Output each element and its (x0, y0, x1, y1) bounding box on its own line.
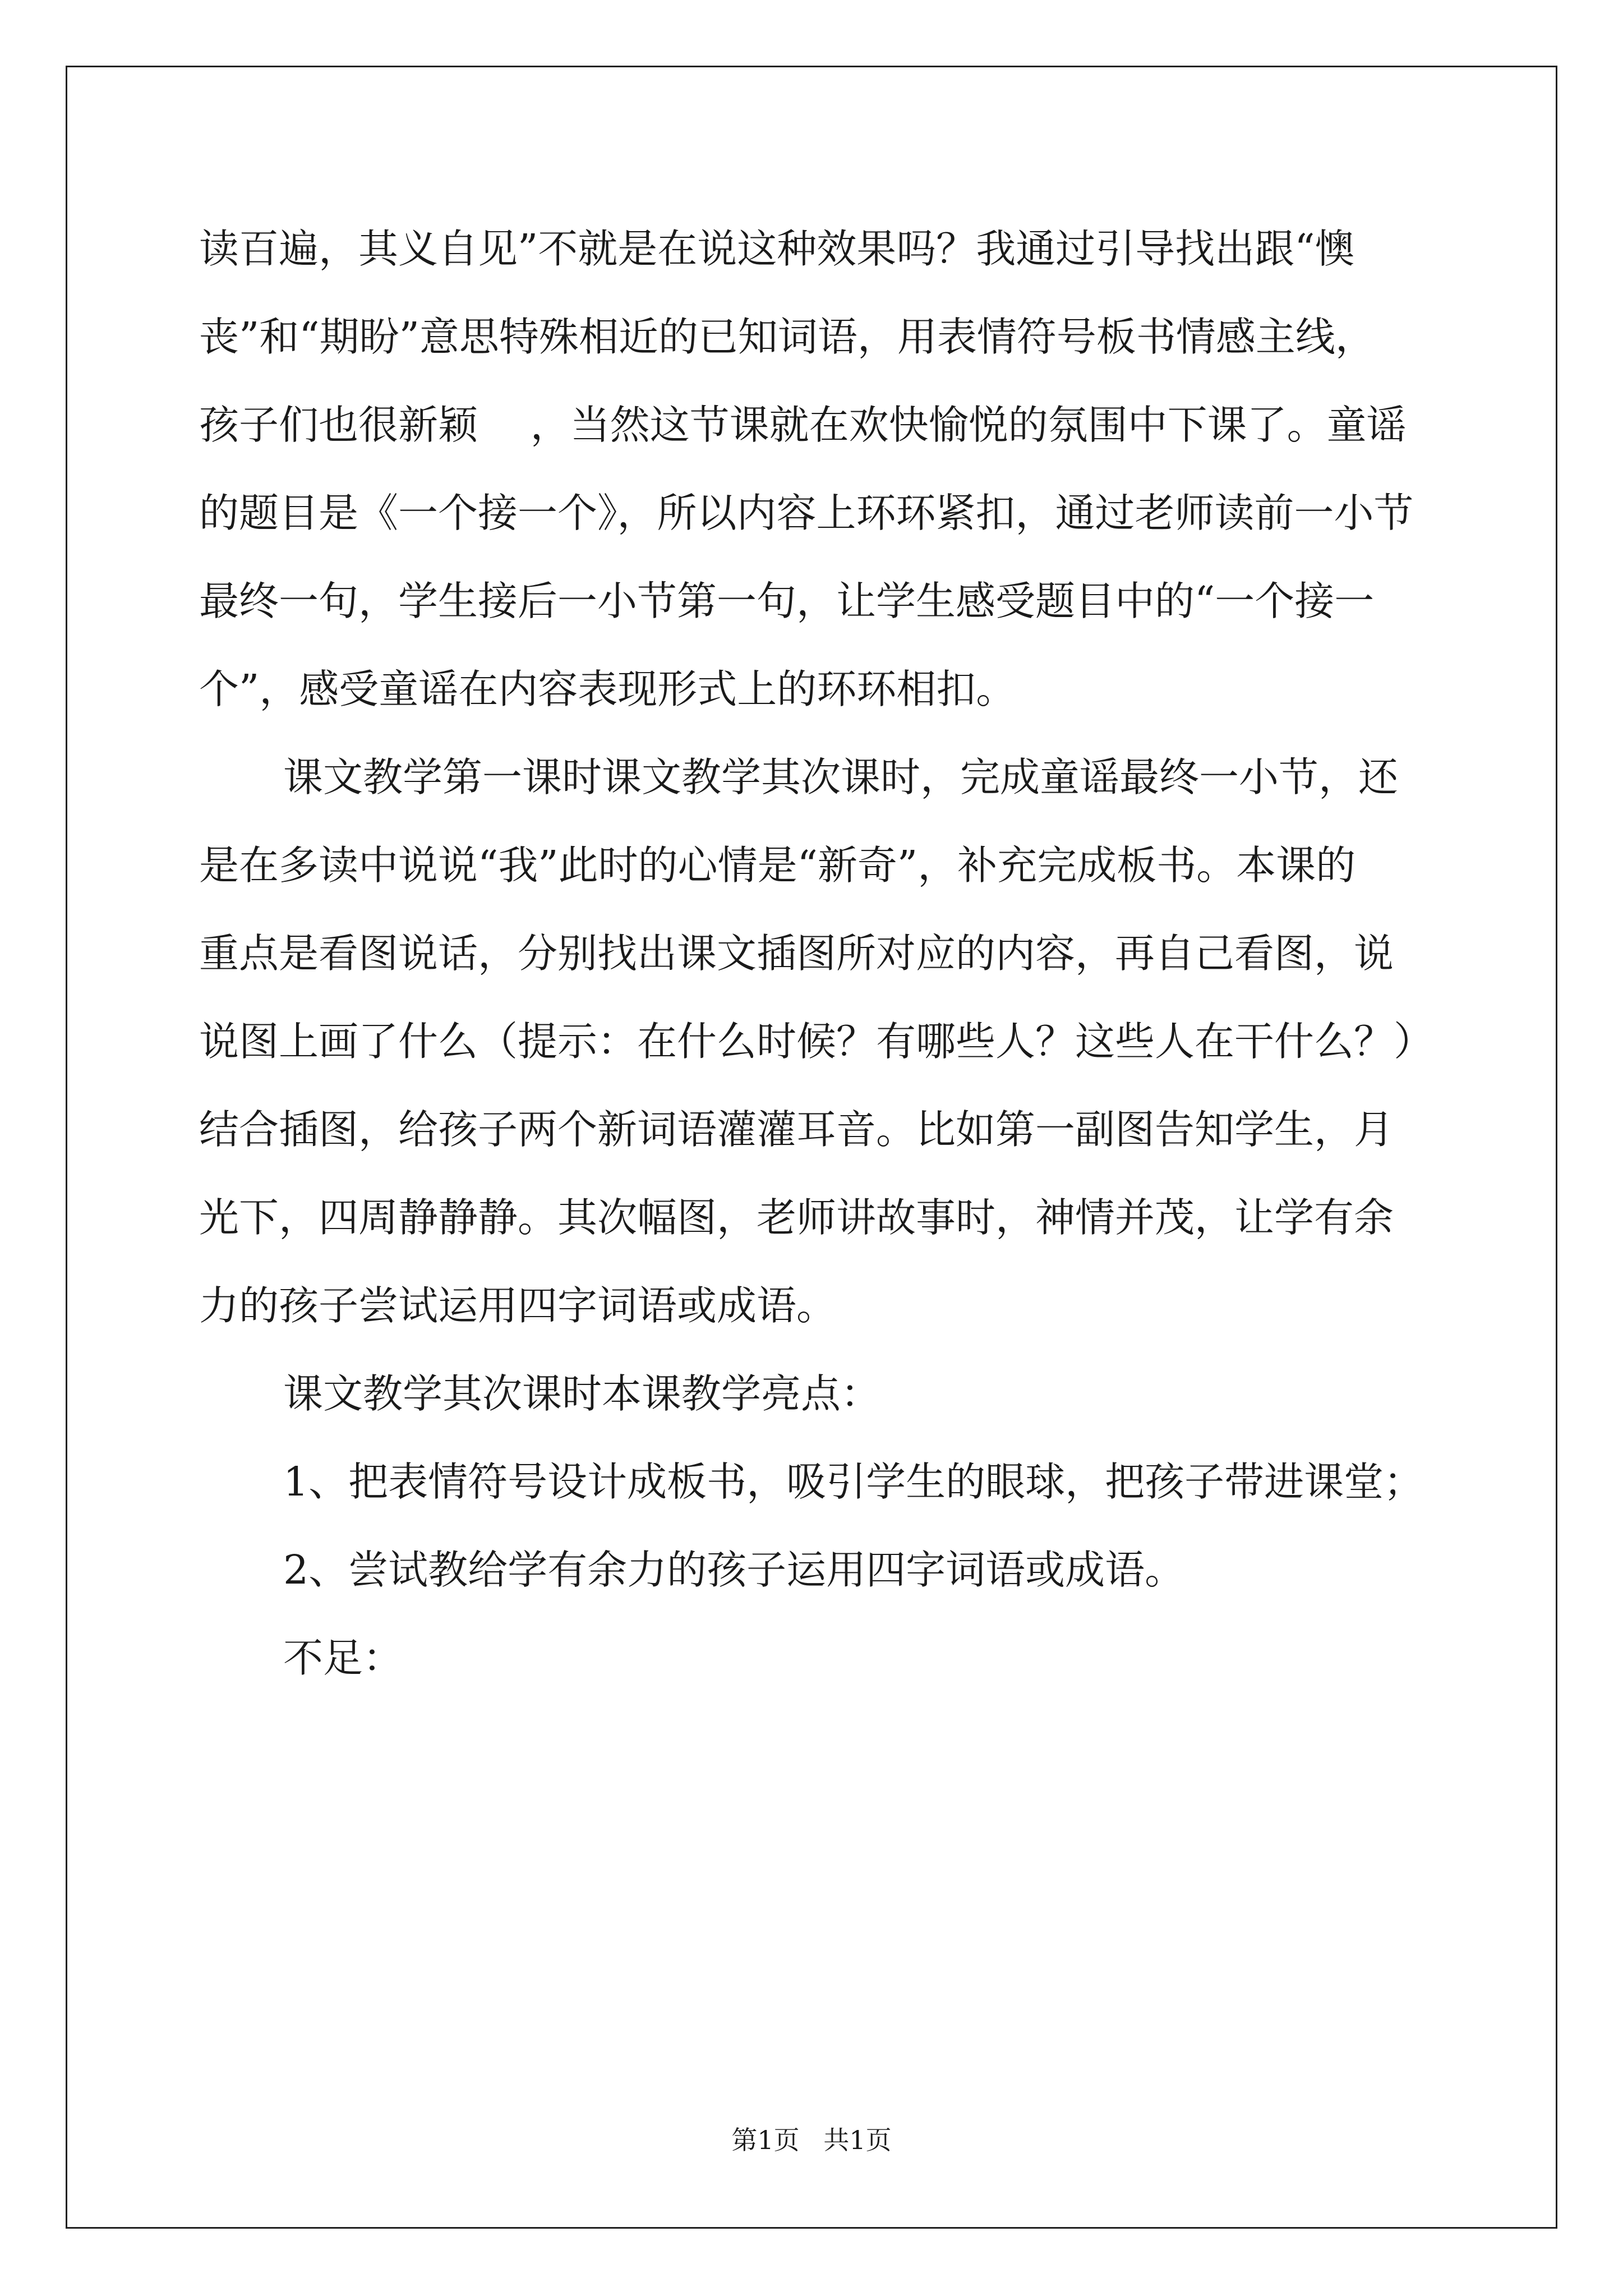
body-line: 结合插图，给孩子两个新词语灌灌耳音。比如第一副图告知学生，月 (199, 1106, 1394, 1153)
body-line: 不足： (283, 1635, 403, 1681)
body-line: 说图上画了什么（提示：在什么时候？有哪些人？这些人在干什么？） (199, 1018, 1434, 1065)
document-body (199, 205, 1433, 1702)
body-line: 最终一句，学生接后一小节第一句，让学生感受题目中的“一个接一 (199, 578, 1375, 624)
body-line: 读百遍，其义自见”不就是在说这种效果吗？我通过引导找出跟“懊 (199, 226, 1355, 272)
page-footer (0, 2123, 1623, 2157)
body-line: 重点是看图说话，分别找出课文插图所对应的内容，再自己看图，说 (199, 930, 1394, 977)
body-line: 是在多读中说说“我”此时的心情是“新奇”，补充完成板书。本课的 (199, 842, 1356, 889)
page-number: 第1页 (731, 2125, 800, 2155)
body-line: 光下，四周静静静。其次幅图，老师讲故事时，神情并茂，让学有余 (199, 1194, 1394, 1241)
body-line: 个”，感受童谣在内容表现形式上的环环相扣。 (199, 666, 1016, 712)
body-line: 课文教学第一课时课文教学其次课时，完成童谣最终一小节，还 (283, 754, 1399, 800)
body-line: 孩子们也很新颖 ，当然这节课就在欢快愉悦的氛围中下课了。童谣 (199, 402, 1407, 448)
body-line: 力的孩子尝试运用四字词语或成语。 (199, 1282, 837, 1329)
body-line: 1、把表情符号设计成板书，吸引学生的眼球，把孩子带进课堂； (283, 1458, 1424, 1505)
body-line: 课文教学其次课时本课教学亮点： (283, 1370, 881, 1417)
body-line: 2、尝试教给学有余力的孩子运用四字词语或成语。 (283, 1547, 1185, 1593)
body-line: 的题目是《一个接一个》，所以内容上环环紧扣，通过老师读前一小节 (199, 490, 1414, 536)
body-line: 丧”和“期盼”意思特殊相近的已知词语，用表情符号板书情感主线， (199, 314, 1375, 360)
page-total: 共1页 (823, 2125, 892, 2155)
